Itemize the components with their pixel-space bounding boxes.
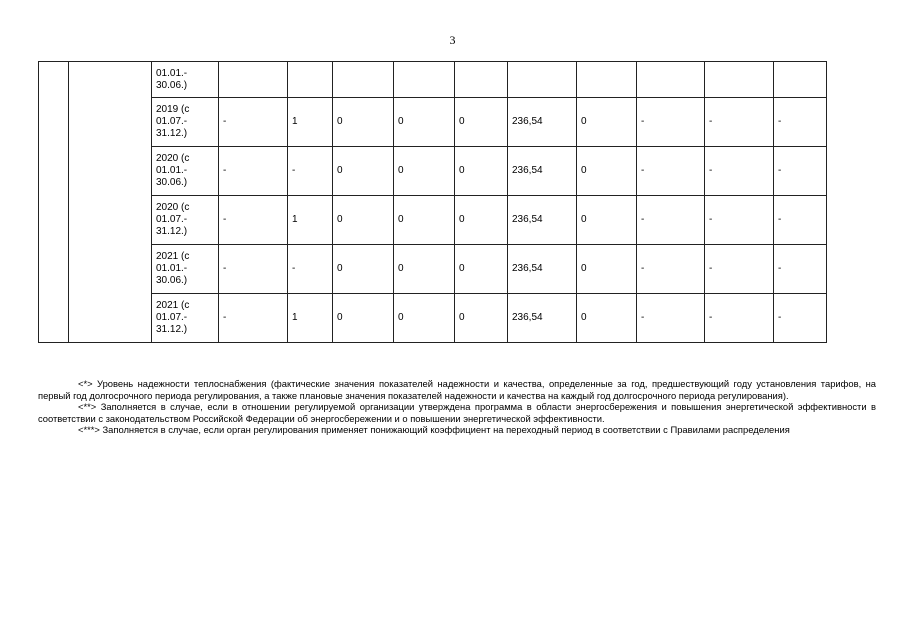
value-cell: - xyxy=(219,294,288,343)
value-cell: - xyxy=(219,147,288,196)
value-cell: - xyxy=(774,196,827,245)
period-cell: 2019 (с 01.07.- 31.12.) xyxy=(152,98,219,147)
value-cell: - xyxy=(774,98,827,147)
table-body xyxy=(39,62,827,343)
value-cell: - xyxy=(288,147,333,196)
footnote-3: <***> Заполняется в случае, если орган регулирования применяет понижающий коэффициент на переходный период в соответствии с Правилами распределения xyxy=(78,424,790,436)
value-cell: 236,54 xyxy=(508,294,577,343)
value-cell xyxy=(637,62,705,98)
value-cell: 0 xyxy=(455,294,508,343)
value-cell: - xyxy=(637,147,705,196)
value-cell: 0 xyxy=(455,245,508,294)
value-cell: 0 xyxy=(333,245,394,294)
value-cell: - xyxy=(637,196,705,245)
page-number: 3 xyxy=(449,33,456,47)
value-cell: - xyxy=(774,245,827,294)
value-cell: - xyxy=(219,245,288,294)
value-cell: 0 xyxy=(455,147,508,196)
value-cell xyxy=(455,62,508,98)
value-cell xyxy=(394,62,455,98)
table-row xyxy=(39,245,827,294)
value-cell: 0 xyxy=(577,294,637,343)
value-cell: - xyxy=(637,98,705,147)
value-cell: - xyxy=(705,98,774,147)
table-row xyxy=(39,98,827,147)
value-cell: - xyxy=(705,147,774,196)
value-cell: 0 xyxy=(577,98,637,147)
value-cell: 0 xyxy=(394,196,455,245)
value-cell: 0 xyxy=(577,147,637,196)
value-cell: - xyxy=(705,245,774,294)
value-cell: 0 xyxy=(394,98,455,147)
value-cell xyxy=(288,62,333,98)
value-cell: 0 xyxy=(455,196,508,245)
value-cell: - xyxy=(288,245,333,294)
value-cell: - xyxy=(705,196,774,245)
footnote-2: <**> Заполняется в случае, если в отношении регулируемой организации утверждена программа в области энергосбережения и повышения энергетической эффективности в соответствии с законодательством Российской Федерации об энергосбережении и о повышении энергетической эффективности. xyxy=(38,401,876,424)
value-cell: - xyxy=(219,98,288,147)
value-cell: 236,54 xyxy=(508,245,577,294)
value-cell: 0 xyxy=(577,196,637,245)
period-cell: 2020 (с 01.07.- 31.12.) xyxy=(152,196,219,245)
value-cell: 0 xyxy=(333,196,394,245)
value-cell: - xyxy=(705,294,774,343)
value-cell: 0 xyxy=(394,294,455,343)
table-row xyxy=(39,294,827,343)
value-cell: 1 xyxy=(288,196,333,245)
value-cell: 1 xyxy=(288,294,333,343)
footnotes xyxy=(38,378,876,436)
period-cell: 2021 (с 01.01.- 30.06.) xyxy=(152,245,219,294)
value-cell: 236,54 xyxy=(508,147,577,196)
merged-empty-cell xyxy=(39,62,69,343)
value-cell: 0 xyxy=(394,147,455,196)
value-cell: 236,54 xyxy=(508,98,577,147)
table-row xyxy=(39,147,827,196)
value-cell xyxy=(508,62,577,98)
value-cell: - xyxy=(774,147,827,196)
value-cell xyxy=(705,62,774,98)
value-cell xyxy=(774,62,827,98)
tariff-table xyxy=(38,61,827,343)
value-cell: - xyxy=(774,294,827,343)
value-cell: 0 xyxy=(333,98,394,147)
value-cell: 1 xyxy=(288,98,333,147)
period-cell: 2021 (с 01.07.- 31.12.) xyxy=(152,294,219,343)
period-cell: 2020 (с 01.01.- 30.06.) xyxy=(152,147,219,196)
table-row xyxy=(39,62,827,98)
value-cell: 236,54 xyxy=(508,196,577,245)
value-cell xyxy=(333,62,394,98)
value-cell: 0 xyxy=(333,147,394,196)
value-cell: - xyxy=(637,245,705,294)
value-cell: 0 xyxy=(577,245,637,294)
value-cell: 0 xyxy=(455,98,508,147)
value-cell: - xyxy=(637,294,705,343)
value-cell xyxy=(577,62,637,98)
period-cell: 01.01.- 30.06.) xyxy=(152,62,219,98)
value-cell xyxy=(219,62,288,98)
merged-empty-cell xyxy=(69,62,152,343)
value-cell: 0 xyxy=(394,245,455,294)
footnote-1: <*> Уровень надежности теплоснабжения (фактические значения показателей надежности и качества, определенные за год, предшествующий году установления тарифов, на первый год долгосрочного периода регулирования, а также плановые значения показателей надежности и качества на каждый год долгосрочного периода регулирования). xyxy=(38,378,876,401)
value-cell: 0 xyxy=(333,294,394,343)
table-row xyxy=(39,196,827,245)
value-cell: - xyxy=(219,196,288,245)
